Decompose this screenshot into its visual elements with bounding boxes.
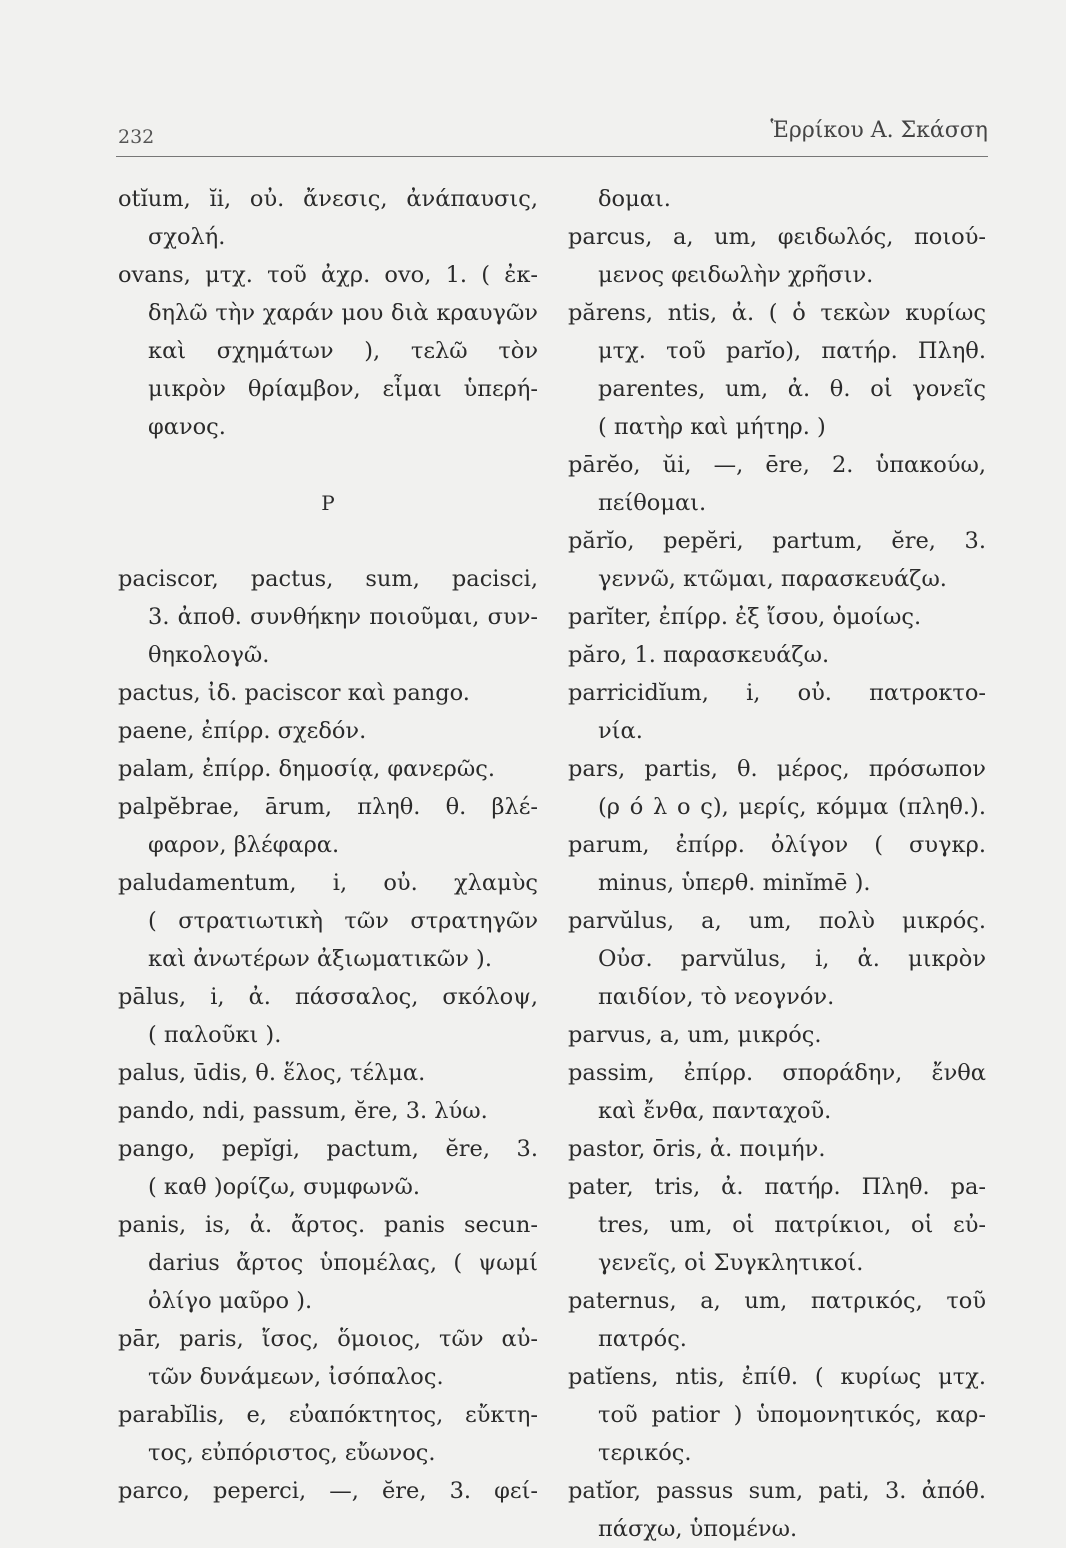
dictionary-line: parricidĭum, i, οὐ. πατροκτο- [568,680,986,706]
dictionary-line: parcus, a, um, φειδωλός, ποιού- [568,224,986,250]
dictionary-line: pactus, ἰδ. paciscor καὶ pango. [118,680,470,706]
dictionary-line: πατρός. [598,1326,687,1352]
dictionary-line: ( στρατιωτικὴ τῶν στρατηγῶν [148,908,538,934]
dictionary-line: pastor, ōris, ἀ. ποιμήν. [568,1136,826,1162]
section-letter: P [321,491,335,515]
dictionary-line: πάσχω, ὑπομένω. [598,1516,798,1542]
dictionary-line: ( πατὴρ καὶ μήτηρ. ) [598,414,826,440]
dictionary-line: palam, ἐπίρρ. δημοσίᾳ, φανερῶς. [118,756,495,782]
dictionary-line: ovans, μτχ. τοῦ ἀχρ. ovo, 1. ( ἐκ- [118,262,538,288]
dictionary-line: parco, peperci, —, ĕre, 3. φεί- [118,1478,538,1504]
dictionary-line: πείθομαι. [598,490,707,516]
dictionary-line: parentes, um, ἀ. θ. οἱ γονεῖς [598,376,986,402]
dictionary-line: pars, partis, θ. μέρος, πρόσωπον [568,756,986,782]
dictionary-line: patĭor, passus sum, pati, 3. ἀπόθ. [568,1478,986,1504]
page-number: 232 [118,126,155,148]
right-column [568,180,986,1548]
dictionary-line: parum, ἐπίρρ. ὀλίγον ( συγκρ. [568,832,986,858]
dictionary-line: ( παλοῦκι ). [148,1022,282,1048]
running-head: Ἑρρίκου Α. Σκάσση [770,118,988,143]
dictionary-line: parvŭlus, a, um, πολὺ μικρός. [568,908,986,934]
dictionary-line: μτχ. τοῦ parĭo), πατήρ. Πληθ. [598,338,986,364]
dictionary-line: pando, ndi, passum, ĕre, 3. λύω. [118,1098,488,1124]
dictionary-line: pango, pepĭgi, pactum, ĕre, 3. [118,1136,538,1162]
dictionary-line: pālus, i, ἀ. πάσσαλος, σκόλοψ, [118,984,538,1010]
dictionary-line: păro, 1. παρασκευάζω. [568,642,830,668]
dictionary-line [118,446,538,484]
dictionary-line [118,522,538,560]
dictionary-line: καὶ σχημάτων ), τελῶ τὸν [148,338,538,364]
dictionary-line: δηλῶ τὴν χαράν μου διὰ κραυγῶν [148,300,538,326]
dictionary-line: darius ἄρτος ὑπομέλας, ( ψωμί [148,1250,538,1276]
dictionary-line: parvus, a, um, μικρός. [568,1022,822,1048]
dictionary-line: τος, εὐπόριστος, εὔωνος. [148,1440,436,1466]
dictionary-line: minus, ὑπερθ. minĭmē ). [598,870,871,896]
dictionary-line: Οὐσ. parvŭlus, i, ἀ. μικρὸν [598,946,986,972]
dictionary-line: σχολή. [148,224,226,250]
dictionary-line: καὶ ἀνωτέρων ἀξιωματικῶν ). [148,946,492,972]
dictionary-line: parĭter, ἐπίρρ. ἐξ ἴσου, ὁμοίως. [568,604,922,630]
dictionary-line: (ρ ό λ ο ς), μερίς, κόμμα (πληθ.). [598,794,986,820]
dictionary-line: pār, paris, ἴσος, ὅμοιος, τῶν αὐ- [118,1326,538,1352]
dictionary-line: 3. ἀποθ. συνθήκην ποιοῦμαι, συν- [148,604,538,630]
dictionary-line: ( καθ )ορίζω, συμφωνῶ. [148,1174,421,1200]
dictionary-line: paciscor, pactus, sum, pacisci, [118,566,538,592]
dictionary-line: καὶ ἔνθα, πανταχοῦ. [598,1098,832,1124]
left-column [118,180,538,1510]
dictionary-line: τερικός. [598,1440,692,1466]
dictionary-line: τῶν δυνάμεων, ἰσόπαλος. [148,1364,444,1390]
dictionary-line: paene, ἐπίρρ. σχεδόν. [118,718,367,744]
dictionary-line: părĭo, pepĕri, partum, ĕre, 3. [568,528,986,554]
dictionary-line: paternus, a, um, πατρικός, τοῦ [568,1288,986,1314]
dictionary-line: μικρὸν θρίαμβον, εἶμαι ὑπερή- [148,376,538,402]
dictionary-line: passim, ἐπίρρ. σποράδην, ἔνθα [568,1060,986,1086]
dictionary-line: γεννῶ, κτῶμαι, παρασκευάζω. [598,566,947,592]
dictionary-line: φαρον, βλέφαρα. [148,832,340,858]
dictionary-line: paludamentum, i, οὐ. χλαμὺς [118,870,538,896]
dictionary-line: νία. [598,718,643,744]
dictionary-line: patĭens, ntis, ἐπίθ. ( κυρίως μτχ. [568,1364,986,1390]
dictionary-line: palus, ūdis, θ. ἕλος, τέλμα. [118,1060,426,1086]
dictionary-line: τοῦ patior ) ὑπομονητικός, καρ- [598,1402,986,1428]
dictionary-line: parabĭlis, e, εὐαπόκτητος, εὔκτη- [118,1402,538,1428]
dictionary-line: părens, ntis, ἀ. ( ὁ τεκὼν κυρίως [568,300,986,326]
dictionary-line: panis, is, ἀ. ἄρτος. panis secun- [118,1212,538,1238]
dictionary-line: palpĕbrae, ārum, πληθ. θ. βλέ- [118,794,538,820]
dictionary-line: φανος. [148,414,226,440]
dictionary-line: δομαι. [598,186,671,212]
dictionary-line: μενος φειδωλὴν χρῆσιν. [598,262,874,288]
dictionary-line: θηκολογῶ. [148,642,270,668]
dictionary-line: ὀλίγο μαῦρο ). [148,1288,313,1314]
dictionary-line: παιδίον, τὸ νεογνόν. [598,984,835,1010]
dictionary-line: tres, um, οἱ πατρίκιοι, οἱ εὐ- [598,1212,986,1238]
dictionary-line: pater, tris, ἀ. πατήρ. Πληθ. pa- [568,1174,986,1200]
dictionary-line: γενεῖς, οἱ Συγκλητικοί. [598,1250,864,1276]
dictionary-line: pārĕo, ŭi, —, ēre, 2. ὑπακούω, [568,452,986,478]
dictionary-line: otĭum, ĭi, οὐ. ἄνεσις, ἀνάπαυσις, [118,186,538,212]
header-rule [116,156,988,157]
